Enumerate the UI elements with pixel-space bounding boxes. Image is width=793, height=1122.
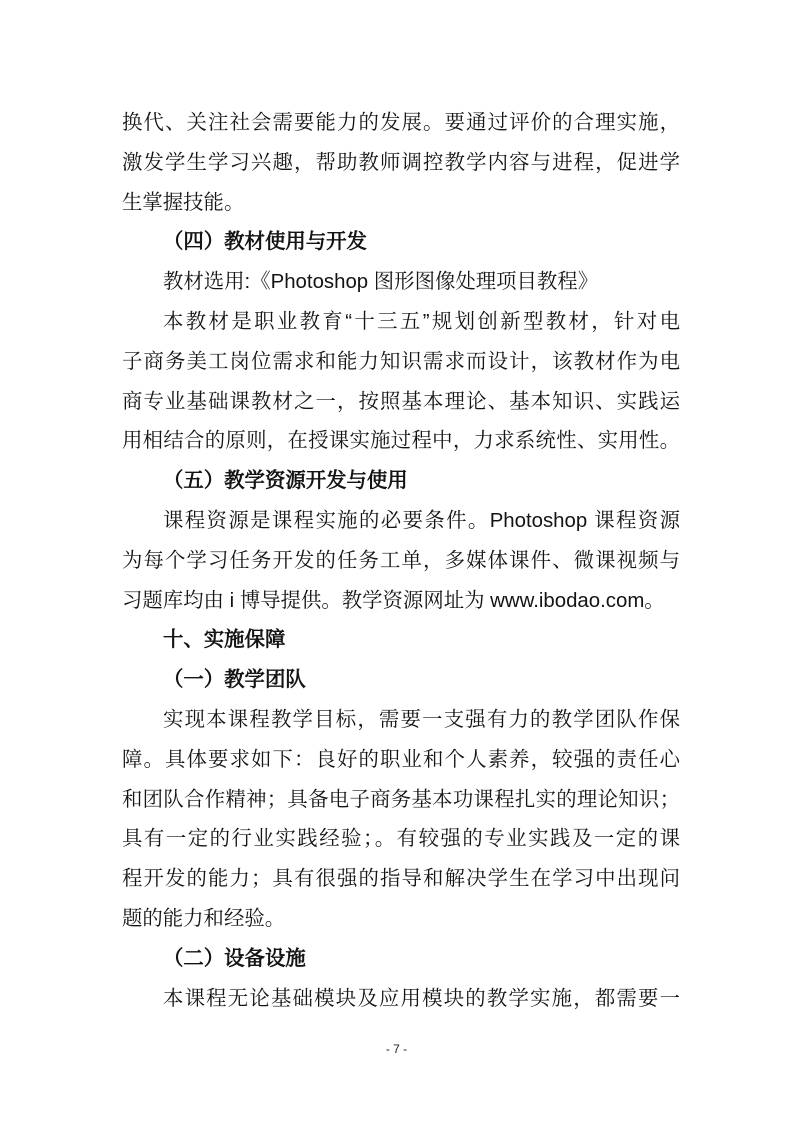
paragraph-line: 为每个学习任务开发的任务工单，多媒体课件、微课视频与: [122, 549, 680, 572]
textbook-selection: 教材选用:《Photoshop 图形图像处理项目教程》: [163, 271, 599, 294]
paragraph-line: 具有一定的行业实践经验；。有较强的专业实践及一定的课: [122, 828, 680, 851]
paragraph-line: 习题库均由 i 博导提供。教学资源网址为 www.ibodao.com。: [122, 589, 665, 612]
paragraph-line: 商专业基础课教材之一，按照基本理论、基本知识、实践运: [122, 390, 680, 413]
paragraph-line: 课程资源是课程实施的必要条件。Photoshop 课程资源: [163, 509, 680, 532]
chapter-heading-implementation-guarantee: 十、实施保障: [163, 629, 286, 652]
section-heading-resources: （五）教学资源开发与使用: [163, 470, 408, 493]
paragraph-line: 本课程无论基础模块及应用模块的教学实施，都需要一: [163, 987, 680, 1010]
paragraph-line: 题的能力和经验。: [122, 907, 286, 930]
paragraph-line: 生掌握技能。: [122, 191, 245, 214]
paragraph-line: 换代、关注社会需要能力的发展。要通过评价的合理实施，: [122, 112, 680, 134]
paragraph-line: 用相结合的原则，在授课实施过程中，力求系统性、实用性。: [122, 430, 680, 453]
page-body: [122, 104, 680, 1019]
paragraph-line: 子商务美工岗位需求和能力知识需求而设计，该教材作为电: [122, 350, 680, 373]
paragraph-line: 实现本课程教学目标，需要一支强有力的教学团队作保: [163, 708, 680, 731]
paragraph-line: 和团队合作精神；具备电子商务基本功课程扎实的理论知识；: [122, 788, 680, 811]
section-heading-teaching-team: （一）教学团队: [163, 669, 306, 692]
page-number: - 7 -: [385, 1042, 408, 1056]
paragraph-line: 程开发的能力；具有很强的指导和解决学生在学习中出现问: [122, 868, 680, 891]
section-heading-textbook: （四）教材使用与开发: [163, 231, 367, 254]
paragraph-line: 激发学生学习兴趣，帮助教师调控教学内容与进程，促进学: [122, 151, 680, 174]
section-heading-equipment: （二）设备设施: [163, 947, 306, 970]
paragraph-line: 本教材是职业教育“十三五”规划创新型教材，针对电: [163, 310, 680, 333]
paragraph-line: 障。具体要求如下：良好的职业和个人素养，较强的责任心: [122, 748, 680, 771]
